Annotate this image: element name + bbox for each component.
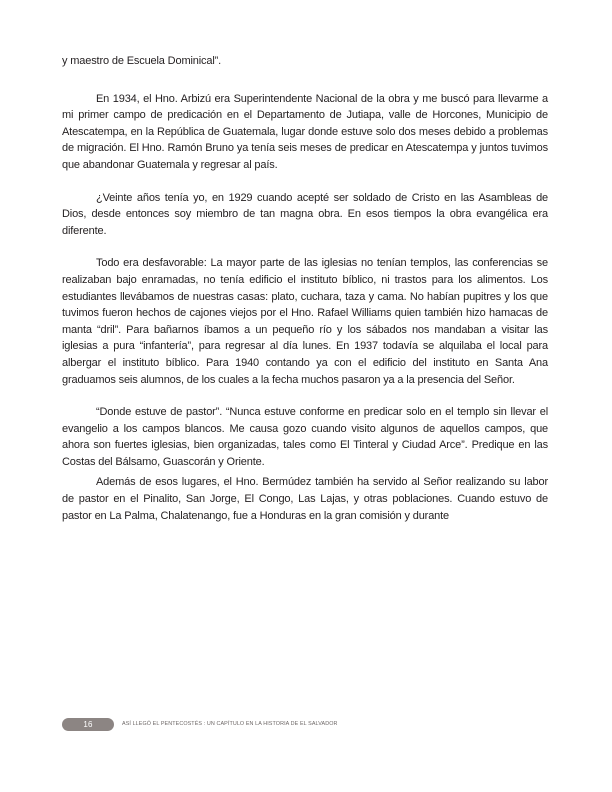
paragraph-veinte-anos: ¿Veinte años tenía yo, en 1929 cuando acepté ser soldado de Cristo en las Asambleas de Dios, desde entonces soy miembro de tan magna obra. En esos tiempos la obra evangélica era diferente.: [62, 191, 548, 237]
page-footer: [62, 717, 338, 731]
paragraph-otros-lugares: Además de esos lugares, el Hno. Bermúdez también ha servido al Señor realizando su labor de pastor en el Pinalito, San Jorge, El Congo, Las Lajas, y otras poblaciones. Cuando estuvo de pastor en La Palma, Chalatenango, fue a Honduras en la gran comisión y durante: [62, 476, 548, 522]
paragraph-continuation: y maestro de Escuela Dominical”.: [62, 55, 222, 67]
page-number-badge: 16: [62, 718, 114, 731]
paragraph-1934: En 1934, el Hno. Arbizú era Superintendente Nacional de la obra y me buscó para llevarme a mi primer campo de predicación en el Departamento de Jutiapa, valle de Horcones, Municipio de Atescatempa, en la República de Guatemala, lugar donde estuve solo dos meses debido a problemas de migración. El Hno. Ramón Bruno ya tenía seis meses de predicar en Atescatempa y juntos tuvimos que abandonar Guatemala y regresar al país.: [62, 92, 548, 171]
paragraph-desfavorable: Todo era desfavorable: La mayor parte de las iglesias no tenían templos, las conferencias se realizaban bajo enramadas, no tenía edificio el instituto bíblico, ni trastos para los alimentos. Los estudiantes llevábamos de nuestras casas: plato, cuchara, taza y cama. No habían pupitres y los que tuvimos fueron hechos de cajones viejos por el Hno. Rafael Williams quien también hizo hamacas de manta “dril”. Para bañarnos íbamos a un pequeño río y los sábados nos mandaban a visitar las iglesias a pura “infantería”, para regresar al día lunes. En 1937 todavía se alquilaba el local para albergar el instituto bíblico. Para 1940 contando ya con el edificio del instituto en Santa Ana graduamos seis alumnos, de los cuales a la fecha muchos pasaron ya a la presencia del Señor.: [62, 257, 548, 386]
running-title: ASÍ LLEGÓ EL PENTECOSTÉS : UN CAPÍTULO EN LA HISTORIA DE EL SALVADOR: [122, 720, 338, 727]
body-text: [62, 53, 548, 524]
paragraph-donde-pastor: “Donde estuve de pastor”. “Nunca estuve conforme en predicar solo en el templo sin llevar el evangelio a los campos blancos. Me causa gozo cuando visito algunos de aquellos campos, que ahora son fuertes iglesias, bien organizadas, tales como El Tinteral y Ciudad Arce”. Predique en las Costas del Bálsamo, Guascorán y Oriente.: [62, 406, 548, 468]
